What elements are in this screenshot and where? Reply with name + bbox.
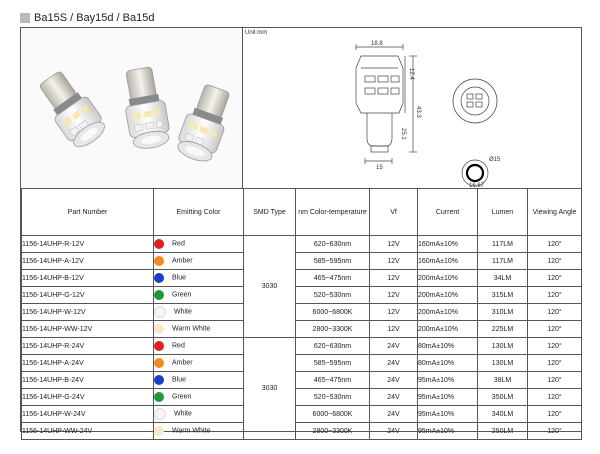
viewing-angle-cell: 120° bbox=[528, 253, 582, 270]
emitting-color-cell bbox=[154, 355, 244, 372]
current-cell: 95mA±10% bbox=[418, 423, 478, 440]
lumen-cell: 310LM bbox=[478, 304, 528, 321]
vf-cell: 24V bbox=[370, 338, 418, 355]
color-swatch-icon bbox=[154, 392, 164, 402]
table-row bbox=[22, 304, 582, 321]
bulb-right bbox=[173, 81, 236, 165]
part-number-cell: 1156-14UHP-G-12V bbox=[22, 287, 154, 304]
vf-cell: 24V bbox=[370, 389, 418, 406]
header-part-number: Part Number bbox=[22, 189, 154, 236]
vf-cell: 12V bbox=[370, 304, 418, 321]
viewing-angle-cell: 120° bbox=[528, 321, 582, 338]
color-temperature-cell: 465~475nm bbox=[296, 270, 370, 287]
header-current: Current bbox=[418, 189, 478, 236]
dim-small: 12.4 bbox=[408, 68, 414, 80]
table-row bbox=[22, 253, 582, 270]
vf-cell: 12V bbox=[370, 270, 418, 287]
color-name: Red bbox=[172, 240, 185, 248]
part-number-cell: 1156-14UHP-WW-12V bbox=[22, 321, 154, 338]
viewing-angle-cell: 120° bbox=[528, 372, 582, 389]
dim-diameter: Ø15 bbox=[489, 157, 501, 163]
dim-top: 18.8 bbox=[371, 41, 383, 47]
color-swatch-icon bbox=[154, 408, 166, 420]
page-title: Ba15S / Bay15d / Ba15d bbox=[34, 12, 155, 24]
dim-side: 16.67 bbox=[469, 183, 485, 188]
viewing-angle-cell: 120° bbox=[528, 338, 582, 355]
spec-sheet bbox=[20, 27, 582, 435]
technical-drawing bbox=[243, 28, 581, 188]
color-swatch-icon bbox=[154, 341, 164, 351]
current-cell: 95mA±10% bbox=[418, 389, 478, 406]
lumen-cell: 350LM bbox=[478, 389, 528, 406]
table-row bbox=[22, 389, 582, 406]
color-temperature-cell: 465~475nm bbox=[296, 372, 370, 389]
vf-cell: 12V bbox=[370, 236, 418, 253]
viewing-angle-cell: 120° bbox=[528, 406, 582, 423]
current-cell: 200mA±10% bbox=[418, 270, 478, 287]
color-temperature-cell: 520~530nm bbox=[296, 287, 370, 304]
page-header bbox=[20, 10, 154, 26]
current-cell: 80mA±10% bbox=[418, 338, 478, 355]
part-number-cell: 1156-14UHP-R-24V bbox=[22, 338, 154, 355]
color-swatch-icon bbox=[154, 256, 164, 266]
color-name: Warm White bbox=[172, 325, 211, 333]
table-row bbox=[22, 287, 582, 304]
color-temperature-cell: 620~630nm bbox=[296, 338, 370, 355]
color-swatch-icon bbox=[154, 239, 164, 249]
table-body bbox=[22, 236, 582, 440]
led-bulbs-illustration bbox=[21, 28, 243, 188]
table-row bbox=[22, 406, 582, 423]
header-emitting-color: Emitting Color bbox=[154, 189, 244, 236]
table-row bbox=[22, 372, 582, 389]
part-number-cell: 1156-14UHP-B-12V bbox=[22, 270, 154, 287]
emitting-color-cell bbox=[154, 304, 244, 321]
emitting-color-cell bbox=[154, 287, 244, 304]
lumen-cell: 38LM bbox=[478, 372, 528, 389]
table-header-row bbox=[22, 189, 582, 236]
current-cell: 80mA±10% bbox=[418, 355, 478, 372]
color-name: Blue bbox=[172, 376, 187, 384]
unit-label: Unit:mm bbox=[245, 30, 268, 36]
viewing-angle-cell: 120° bbox=[528, 304, 582, 321]
vf-cell: 24V bbox=[370, 423, 418, 440]
table-row bbox=[22, 270, 582, 287]
vf-cell: 24V bbox=[370, 406, 418, 423]
emitting-color-cell bbox=[154, 389, 244, 406]
vf-cell: 24V bbox=[370, 355, 418, 372]
vf-cell: 12V bbox=[370, 287, 418, 304]
color-name: Red bbox=[172, 342, 185, 350]
emitting-color-cell bbox=[154, 338, 244, 355]
lumen-cell: 250LM bbox=[478, 423, 528, 440]
color-swatch-icon bbox=[154, 290, 164, 300]
color-swatch-icon bbox=[154, 324, 164, 334]
lumen-cell: 225LM bbox=[478, 321, 528, 338]
part-number-cell: 1156-14UHP-W-24V bbox=[22, 406, 154, 423]
table-row bbox=[22, 321, 582, 338]
table-row bbox=[22, 423, 582, 440]
header-smd-type: SMD Type bbox=[244, 189, 296, 236]
color-name: White bbox=[174, 410, 192, 418]
emitting-color-cell bbox=[154, 372, 244, 389]
smd-type-cell: 3030 bbox=[244, 236, 296, 338]
emitting-color-cell bbox=[154, 321, 244, 338]
emitting-color-cell bbox=[154, 236, 244, 253]
color-name: Blue bbox=[172, 274, 187, 282]
viewing-angle-cell: 120° bbox=[528, 287, 582, 304]
color-swatch-icon bbox=[154, 306, 166, 318]
header-vf: Vf bbox=[370, 189, 418, 236]
color-temperature-cell: 585~595nm bbox=[296, 355, 370, 372]
lumen-cell: 315LM bbox=[478, 287, 528, 304]
lumen-cell: 340LM bbox=[478, 406, 528, 423]
emitting-color-cell bbox=[154, 270, 244, 287]
color-temperature-cell: 6000~6800K bbox=[296, 406, 370, 423]
color-temperature-cell: 6000~6800K bbox=[296, 304, 370, 321]
dimension-drawing bbox=[243, 28, 581, 188]
vf-cell: 24V bbox=[370, 372, 418, 389]
vf-cell: 12V bbox=[370, 321, 418, 338]
lumen-cell: 34LM bbox=[478, 270, 528, 287]
color-swatch-icon bbox=[154, 375, 164, 385]
dim-base: 15 bbox=[376, 165, 383, 171]
table-row bbox=[22, 355, 582, 372]
emitting-color-cell bbox=[154, 406, 244, 423]
current-cell: 95mA±10% bbox=[418, 406, 478, 423]
color-temperature-cell: 2800~3300K bbox=[296, 321, 370, 338]
viewing-angle-cell: 120° bbox=[528, 423, 582, 440]
viewing-angle-cell: 120° bbox=[528, 236, 582, 253]
emitting-color-cell bbox=[154, 253, 244, 270]
color-name: Warm White bbox=[172, 427, 211, 435]
color-swatch-icon bbox=[154, 426, 164, 436]
viewing-angle-cell: 120° bbox=[528, 389, 582, 406]
current-cell: 200mA±10% bbox=[418, 321, 478, 338]
current-cell: 200mA±10% bbox=[418, 304, 478, 321]
spec-table bbox=[21, 188, 582, 440]
color-swatch-icon bbox=[154, 358, 164, 368]
product-photo bbox=[21, 28, 243, 188]
header-marker bbox=[20, 13, 30, 23]
part-number-cell: 1156-14UHP-R-12V bbox=[22, 236, 154, 253]
viewing-angle-cell: 120° bbox=[528, 355, 582, 372]
dim-inner: 25.1 bbox=[400, 128, 406, 140]
color-swatch-icon bbox=[154, 273, 164, 283]
color-temperature-cell: 620~630nm bbox=[296, 236, 370, 253]
current-cell: 160mA±10% bbox=[418, 236, 478, 253]
bulb-middle bbox=[119, 65, 172, 151]
color-name: White bbox=[174, 308, 192, 316]
lumen-cell: 117LM bbox=[478, 253, 528, 270]
viewing-angle-cell: 120° bbox=[528, 270, 582, 287]
smd-type-cell: 3030 bbox=[244, 338, 296, 440]
part-number-cell: 1156-14UHP-B-24V bbox=[22, 372, 154, 389]
header-viewing-angle: Viewing Angle bbox=[528, 189, 582, 236]
header-lumen: Lumen bbox=[478, 189, 528, 236]
part-number-cell: 1156-14UHP-G-24V bbox=[22, 389, 154, 406]
part-number-cell: 1156-14UHP-A-12V bbox=[22, 253, 154, 270]
dim-length: 43.3 bbox=[415, 106, 421, 118]
color-name: Green bbox=[172, 393, 192, 401]
current-cell: 95mA±10% bbox=[418, 372, 478, 389]
color-temperature-cell: 585~595nm bbox=[296, 253, 370, 270]
color-temperature-cell: 520~530nm bbox=[296, 389, 370, 406]
part-number-cell: 1156-14UHP-A-24V bbox=[22, 355, 154, 372]
lumen-cell: 117LM bbox=[478, 236, 528, 253]
emitting-color-cell bbox=[154, 423, 244, 440]
lumen-cell: 130LM bbox=[478, 338, 528, 355]
table-row bbox=[22, 236, 582, 253]
current-cell: 160mA±10% bbox=[418, 253, 478, 270]
color-name: Amber bbox=[172, 359, 193, 367]
lumen-cell: 130LM bbox=[478, 355, 528, 372]
color-temperature-cell: 2800~3300K bbox=[296, 423, 370, 440]
color-name: Green bbox=[172, 291, 192, 299]
table-row bbox=[22, 338, 582, 355]
header-color-temperature: nm Color-temperature bbox=[296, 189, 370, 236]
part-number-cell: 1156-14UHP-WW-24V bbox=[22, 423, 154, 440]
color-name: Amber bbox=[172, 257, 193, 265]
part-number-cell: 1156-14UHP-W-12V bbox=[22, 304, 154, 321]
bulb-left bbox=[33, 66, 110, 152]
current-cell: 200mA±10% bbox=[418, 287, 478, 304]
vf-cell: 12V bbox=[370, 253, 418, 270]
